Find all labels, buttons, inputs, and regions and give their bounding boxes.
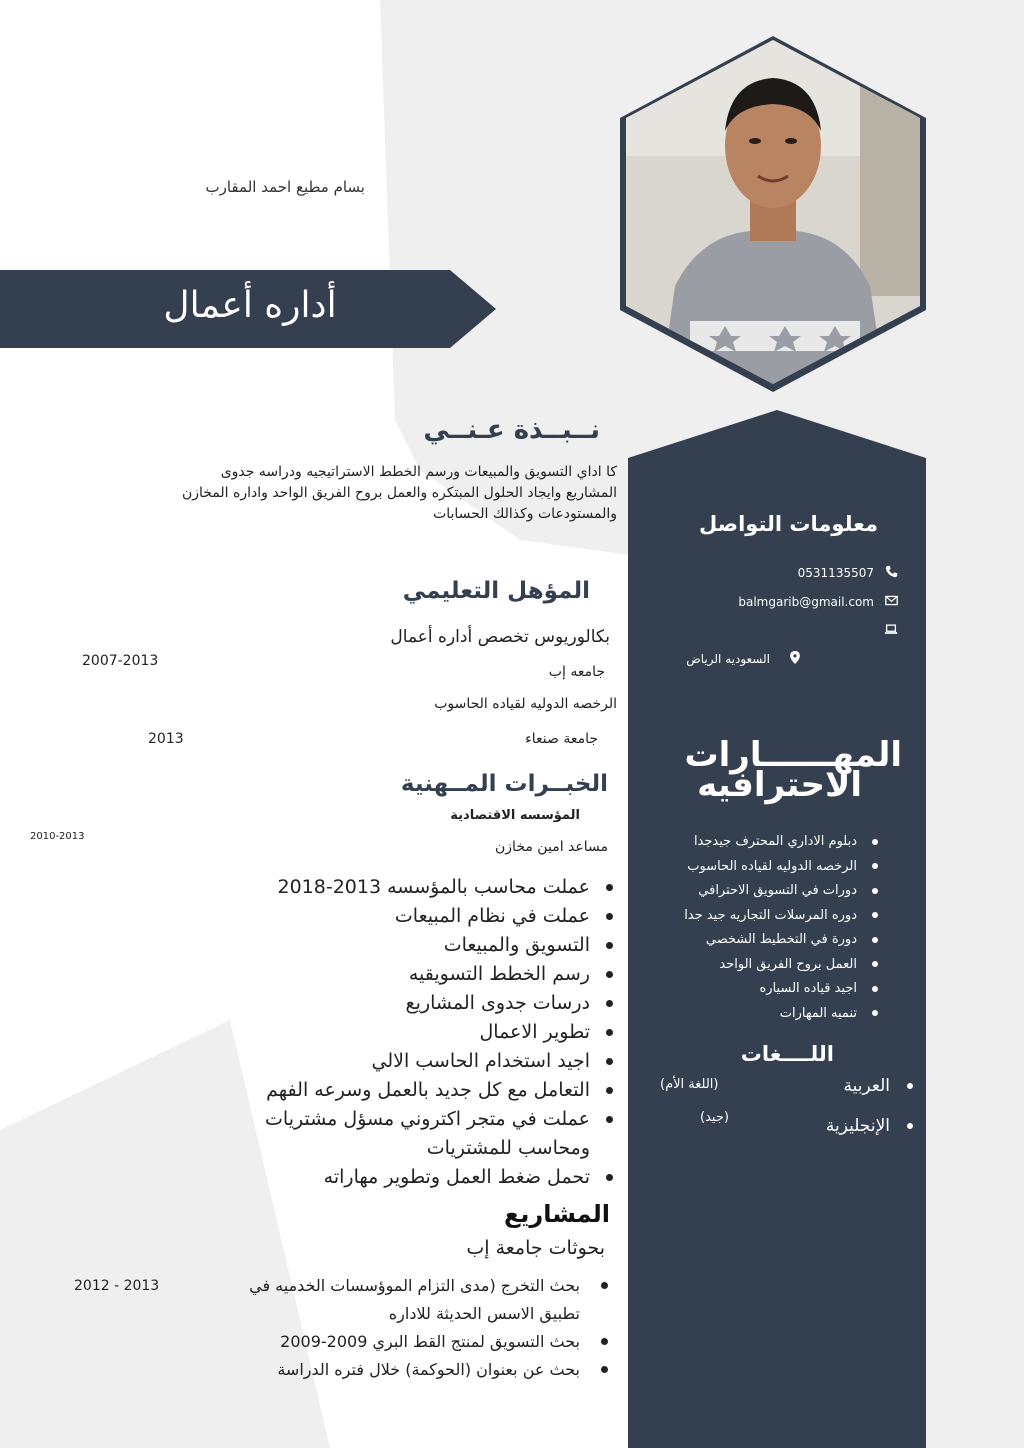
experience-bullet: تطوير الاعمال: [479, 1021, 590, 1043]
bullet-dot: [872, 937, 878, 943]
education-school-1: جامعه إب: [548, 664, 605, 680]
skill-item: الرخصه الدوليه لقياده الحاسوب: [687, 858, 857, 874]
about-heading: نــبــذة عـنــي: [423, 415, 600, 445]
skill-item: اجيد قياده السياره: [759, 981, 857, 996]
projects-heading: المشاريع: [504, 1200, 610, 1228]
skill-item: دوره المرسلات التجاريه جيد جدا: [684, 907, 857, 923]
projects-list: [60, 1272, 620, 1392]
bullet-dot: [601, 1366, 608, 1373]
skill-item: دورات في التسويق الاحترافي: [698, 883, 857, 898]
bullet-dot: [606, 1087, 613, 1094]
bullet-dot: [872, 1010, 878, 1016]
bullet-dot: [872, 912, 878, 918]
bullet-dot: [872, 961, 878, 967]
bullet-dot: [907, 1123, 913, 1129]
about-line: كا اداي التسويق والمبيعات ورسم الخطط الاستراتيجيه ودراسه جدوى: [220, 464, 617, 480]
contact-location-row: [630, 648, 900, 670]
bullet-dot: [606, 1174, 613, 1181]
contact-email[interactable]: balmgarib@gmail.com: [738, 595, 874, 609]
bullet-dot: [606, 1029, 613, 1036]
skills-heading: [640, 735, 902, 805]
project-item: بحث التخرج (مدى التزام الموؤسسات الخدميه في تطبيق الاسس الحديثة للاداره بحث التسويق لمنتج القط البري 2009-2009 بحث عن بعنوان (الحوكمة) خلال فتره الدراسة: [249, 1276, 580, 1379]
about-line: والمستودعات وكذالك الحسابات: [433, 506, 617, 522]
bullet-dot: [601, 1338, 608, 1345]
about-line: المشاريع وايجاد الحلول المبتكره والعمل بروح الفريق الواحد واداره المخازن: [181, 485, 617, 501]
experience-company: المؤسسه الاقتصادية: [450, 808, 580, 823]
envelope-icon: [882, 595, 900, 609]
experience-role: مساعد امين مخازن: [495, 839, 608, 855]
project-years: 2012 - 2013: [74, 1278, 160, 1294]
experience-bullet: التسويق والمبيعات: [443, 934, 590, 956]
bullet-dot: [872, 839, 878, 845]
contact-phone-row: [630, 562, 900, 584]
bullet-dot: [606, 1000, 613, 1007]
bullet-dot: [606, 1116, 613, 1123]
experience-bullet: درسات جدوى المشاريع: [405, 992, 590, 1014]
experience-bullet: عملت محاسب بالمؤسسه 2013-2018: [277, 876, 590, 898]
contact-location: السعوديه الرياض: [686, 652, 770, 666]
laptop-icon: [882, 624, 900, 638]
languages-heading: اللــــغات: [740, 1042, 834, 1066]
skill-item: العمل بروح الفريق الواحد: [719, 956, 857, 972]
experience-bullet: تحمل ضغط العمل وتطوير مهاراته: [323, 1166, 590, 1188]
skills-heading-line1: المهــــــارات: [684, 735, 902, 775]
experience-years: 2010-2013: [30, 831, 85, 842]
experience-bullet: عملت في نظام المبيعات: [394, 905, 590, 927]
skill-item: تنميه المهارات: [779, 1005, 857, 1021]
experience-bullet: التعامل مع كل جديد بالعمل وسرعه الفهم: [266, 1079, 590, 1101]
job-title: أداره أعمال: [163, 285, 337, 326]
contact-email-row: [630, 591, 900, 613]
bullet-dot: [606, 971, 613, 978]
experience-bullet: عملت في متجر اكتروني مسؤل مشتريات: [265, 1108, 590, 1130]
language-level: (جيد): [700, 1110, 729, 1125]
contact-heading: معلومات التواصل: [699, 512, 878, 536]
language-name: الإنجليزية: [825, 1116, 890, 1136]
bullet-dot: [606, 942, 613, 949]
projects-subheading: بحوثات جامعة إب: [466, 1237, 605, 1259]
bullet-dot: [872, 888, 878, 894]
bullet-dot: [601, 1282, 608, 1289]
bullet-dot: [872, 986, 878, 992]
bullet-dot: [872, 863, 878, 869]
bullet-dot: [606, 913, 613, 920]
experience-bullet: رسم الخطط التسويقيه: [408, 963, 590, 985]
contact-website-row: [630, 620, 900, 642]
skills-heading-line2: الاحترافيه: [697, 765, 862, 805]
phone-icon: [882, 565, 900, 581]
education-years-1: 2007-2013: [82, 653, 159, 669]
profile-photo: [620, 36, 926, 392]
language-name: العربية: [843, 1076, 890, 1096]
bullet-dot: [907, 1083, 913, 1089]
skill-item: دبلوم الاداري المحترف جيدجدا: [693, 834, 857, 849]
skill-item: دورة في التخطيط الشخصي: [705, 932, 857, 947]
education-heading: المؤهل التعليمي: [402, 578, 590, 604]
education-degree-2: الرخصه الدوليه لقياده الحاسوب: [434, 696, 617, 712]
bullet-dot: [606, 884, 613, 891]
full-name: بسام مطيع احمد المقارب: [205, 178, 365, 196]
experience-bullet: اجيد استخدام الحاسب الالي: [371, 1050, 590, 1072]
education-degree-1: بكالوريوس تخصص أداره أعمال: [390, 627, 610, 647]
experience-heading: الخبــرات المــهنية: [400, 771, 608, 797]
about-text: [60, 462, 617, 525]
education-school-2: جامعة صنعاء: [525, 731, 598, 747]
education-years-2: 2013: [148, 731, 184, 747]
experience-bullet-continuation: ومحاسب للمشتريات: [426, 1137, 590, 1159]
location-pin-icon: [786, 651, 804, 667]
language-level: (اللغة الأم): [660, 1077, 719, 1092]
contact-phone[interactable]: 0531135507: [797, 566, 874, 580]
bullet-dot: [606, 1058, 613, 1065]
